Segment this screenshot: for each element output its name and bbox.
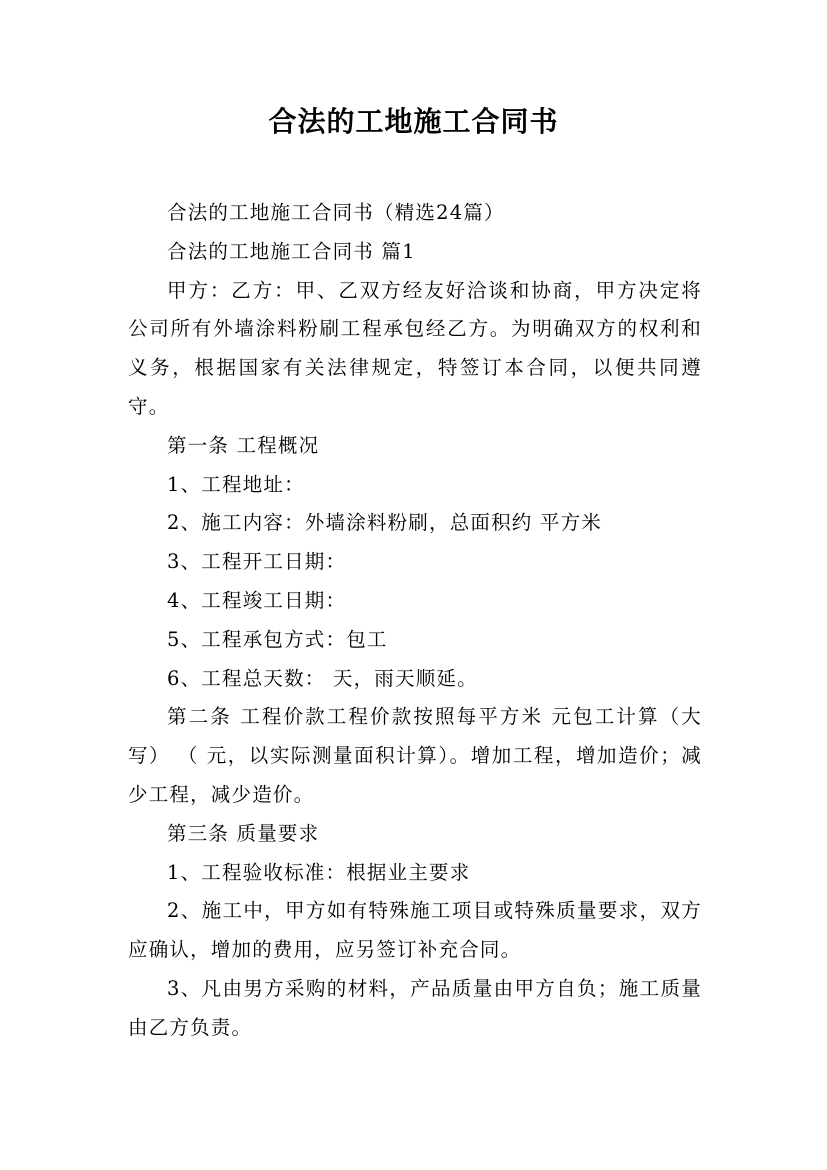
paragraph-section-heading: 合法的工地施工合同书 篇1: [167, 239, 416, 263]
paragraph-item: 6、工程总天数： 天，雨天顺延。: [167, 666, 478, 690]
paragraph-item: 5、工程承包方式：包工: [167, 627, 388, 651]
paragraph-item: 2、施工内容：外墙涂料粉刷，总面积约 平方米: [167, 511, 603, 535]
paragraph-article-3-heading: 第三条 质量要求: [167, 821, 320, 845]
document-body: [128, 194, 702, 1048]
paragraph-item: 1、工程验收标准：根据业主要求: [167, 860, 471, 884]
paragraph-parties: 甲方：乙方：甲、乙双方经友好洽谈和协商，甲方决定将公司所有外墙涂料粉刷工程承包经乙方。为明确双方的权利和义务，根据国家有关法律规定，特签订本合同，以便共同遵守。: [128, 278, 702, 418]
paragraph-item: 3、工程开工日期：: [167, 550, 347, 574]
paragraph-item: 4、工程竣工日期：: [167, 588, 347, 612]
paragraph-item: 2、施工中，甲方如有特殊施工项目或特殊质量要求，双方应确认，增加的费用，应另签订补充合同。: [128, 899, 702, 962]
paragraph-article-2: 第二条 工程价款工程价款按照每平方米 元包工计算（大写） （ 元，以实际测量面积计算）。增加工程，增加造价；减少工程，减少造价。: [128, 705, 702, 806]
paragraph-subtitle: 合法的工地施工合同书（精选24篇）: [167, 201, 505, 224]
paragraph-article-1-heading: 第一条 工程概况: [167, 433, 320, 457]
document-title: 合法的工地施工合同书: [268, 105, 559, 138]
paragraph-item: 1、工程地址：: [167, 472, 305, 496]
paragraph-item: 3、凡由男方采购的材料，产品质量由甲方自负；施工质量由乙方负责。: [128, 976, 702, 1039]
